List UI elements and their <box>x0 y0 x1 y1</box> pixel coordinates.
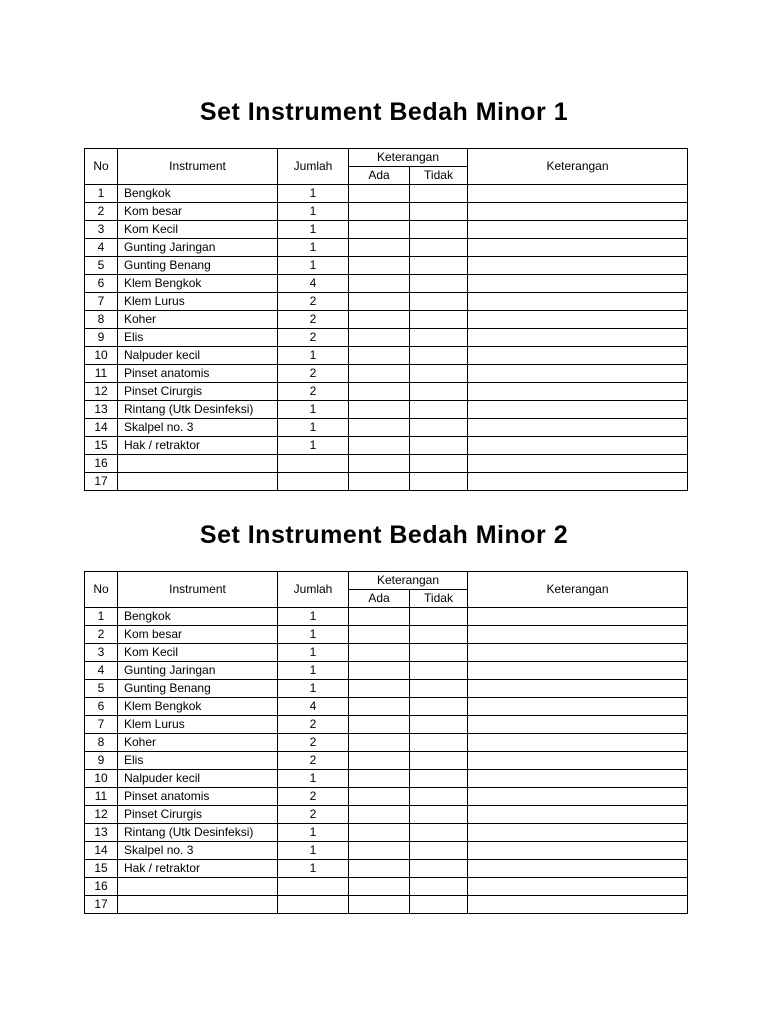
row-jumlah: 1 <box>278 437 349 455</box>
row-number: 16 <box>85 878 118 896</box>
row-jumlah: 2 <box>278 293 349 311</box>
row-keterangan <box>468 221 688 239</box>
header-keterangan-group: Keterangan <box>349 572 468 590</box>
row-keterangan <box>468 203 688 221</box>
row-number: 7 <box>85 293 118 311</box>
row-instrument: Klem Bengkok <box>118 275 278 293</box>
row-ada <box>349 896 410 914</box>
row-keterangan <box>468 473 688 491</box>
row-keterangan <box>468 734 688 752</box>
row-tidak <box>410 203 468 221</box>
row-jumlah: 1 <box>278 239 349 257</box>
row-tidak <box>410 770 468 788</box>
row-number: 3 <box>85 644 118 662</box>
row-tidak <box>410 842 468 860</box>
header-jumlah: Jumlah <box>278 149 349 185</box>
row-instrument: Rintang (Utk Desinfeksi) <box>118 824 278 842</box>
row-tidak <box>410 257 468 275</box>
table-row <box>85 329 688 347</box>
row-jumlah: 1 <box>278 257 349 275</box>
row-ada <box>349 680 410 698</box>
row-jumlah: 4 <box>278 275 349 293</box>
row-jumlah: 2 <box>278 752 349 770</box>
row-jumlah: 1 <box>278 680 349 698</box>
row-ada <box>349 203 410 221</box>
row-keterangan <box>468 806 688 824</box>
table-row <box>85 842 688 860</box>
row-tidak <box>410 788 468 806</box>
table-row <box>85 275 688 293</box>
table-row <box>85 257 688 275</box>
row-number: 4 <box>85 239 118 257</box>
row-keterangan <box>468 626 688 644</box>
row-number: 3 <box>85 221 118 239</box>
row-ada <box>349 185 410 203</box>
row-instrument: Gunting Benang <box>118 257 278 275</box>
header-keterangan: Keterangan <box>468 572 688 608</box>
row-instrument: Bengkok <box>118 608 278 626</box>
row-jumlah: 1 <box>278 347 349 365</box>
row-number: 2 <box>85 203 118 221</box>
row-tidak <box>410 752 468 770</box>
row-tidak <box>410 644 468 662</box>
row-instrument: Nalpuder kecil <box>118 347 278 365</box>
row-tidak <box>410 716 468 734</box>
row-tidak <box>410 347 468 365</box>
row-number: 12 <box>85 806 118 824</box>
row-ada <box>349 419 410 437</box>
row-ada <box>349 752 410 770</box>
row-jumlah: 1 <box>278 401 349 419</box>
table-row <box>85 293 688 311</box>
row-instrument: Hak / retraktor <box>118 860 278 878</box>
row-ada <box>349 734 410 752</box>
row-keterangan <box>468 365 688 383</box>
row-keterangan <box>468 860 688 878</box>
row-keterangan <box>468 770 688 788</box>
header-tidak: Tidak <box>410 590 468 608</box>
row-ada <box>349 806 410 824</box>
row-ada <box>349 257 410 275</box>
row-keterangan <box>468 716 688 734</box>
header-ada: Ada <box>349 167 410 185</box>
row-tidak <box>410 329 468 347</box>
row-instrument: Hak / retraktor <box>118 437 278 455</box>
row-ada <box>349 824 410 842</box>
row-number: 14 <box>85 842 118 860</box>
table-row <box>85 698 688 716</box>
row-number: 17 <box>85 473 118 491</box>
row-jumlah: 1 <box>278 203 349 221</box>
row-instrument: Gunting Jaringan <box>118 662 278 680</box>
header-instrument: Instrument <box>118 149 278 185</box>
table-row <box>85 383 688 401</box>
row-ada <box>349 716 410 734</box>
header-ada: Ada <box>349 590 410 608</box>
table-row <box>85 788 688 806</box>
row-keterangan <box>468 401 688 419</box>
row-ada <box>349 401 410 419</box>
row-number: 9 <box>85 329 118 347</box>
row-instrument: Rintang (Utk Desinfeksi) <box>118 401 278 419</box>
row-instrument: Skalpel no. 3 <box>118 419 278 437</box>
row-ada <box>349 293 410 311</box>
table-row <box>85 716 688 734</box>
row-keterangan <box>468 644 688 662</box>
row-keterangan <box>468 437 688 455</box>
table-row <box>85 860 688 878</box>
row-ada <box>349 347 410 365</box>
table-row <box>85 185 688 203</box>
row-jumlah: 4 <box>278 698 349 716</box>
row-jumlah <box>278 896 349 914</box>
table-row <box>85 806 688 824</box>
table-row <box>85 437 688 455</box>
row-keterangan <box>468 419 688 437</box>
row-instrument: Pinset Cirurgis <box>118 383 278 401</box>
row-ada <box>349 842 410 860</box>
table-row <box>85 221 688 239</box>
row-keterangan <box>468 662 688 680</box>
instrument-table <box>84 571 688 914</box>
row-number: 12 <box>85 383 118 401</box>
row-ada <box>349 221 410 239</box>
row-tidak <box>410 365 468 383</box>
table-row <box>85 662 688 680</box>
row-number: 2 <box>85 626 118 644</box>
row-ada <box>349 275 410 293</box>
row-number: 9 <box>85 752 118 770</box>
table-row <box>85 644 688 662</box>
table-row <box>85 311 688 329</box>
row-jumlah: 1 <box>278 185 349 203</box>
row-instrument <box>118 473 278 491</box>
row-keterangan <box>468 842 688 860</box>
row-jumlah: 1 <box>278 824 349 842</box>
row-ada <box>349 662 410 680</box>
row-tidak <box>410 806 468 824</box>
table-row <box>85 239 688 257</box>
row-keterangan <box>468 896 688 914</box>
row-number: 1 <box>85 608 118 626</box>
row-keterangan <box>468 275 688 293</box>
row-instrument <box>118 455 278 473</box>
row-ada <box>349 473 410 491</box>
row-instrument: Skalpel no. 3 <box>118 842 278 860</box>
row-ada <box>349 860 410 878</box>
row-keterangan <box>468 608 688 626</box>
row-tidak <box>410 185 468 203</box>
row-ada <box>349 788 410 806</box>
row-instrument: Gunting Jaringan <box>118 239 278 257</box>
row-tidak <box>410 626 468 644</box>
row-keterangan <box>468 239 688 257</box>
row-number: 16 <box>85 455 118 473</box>
row-instrument: Elis <box>118 752 278 770</box>
header-keterangan-group: Keterangan <box>349 149 468 167</box>
row-number: 10 <box>85 770 118 788</box>
row-jumlah: 2 <box>278 365 349 383</box>
row-tidak <box>410 896 468 914</box>
row-ada <box>349 383 410 401</box>
row-keterangan <box>468 455 688 473</box>
row-instrument: Klem Lurus <box>118 716 278 734</box>
row-instrument: Klem Bengkok <box>118 698 278 716</box>
table-row <box>85 347 688 365</box>
row-ada <box>349 608 410 626</box>
row-ada <box>349 626 410 644</box>
instrument-table <box>84 148 688 491</box>
row-instrument: Pinset anatomis <box>118 365 278 383</box>
row-jumlah: 2 <box>278 806 349 824</box>
row-tidak <box>410 221 468 239</box>
row-tidak <box>410 419 468 437</box>
row-keterangan <box>468 329 688 347</box>
header-instrument: Instrument <box>118 572 278 608</box>
row-number: 6 <box>85 698 118 716</box>
row-number: 7 <box>85 716 118 734</box>
row-ada <box>349 644 410 662</box>
section-title: Set Instrument Bedah Minor 1 <box>199 98 569 126</box>
row-number: 13 <box>85 401 118 419</box>
section-title: Set Instrument Bedah Minor 2 <box>199 521 569 549</box>
header-jumlah: Jumlah <box>278 572 349 608</box>
row-number: 6 <box>85 275 118 293</box>
row-ada <box>349 365 410 383</box>
row-jumlah: 1 <box>278 608 349 626</box>
row-tidak <box>410 698 468 716</box>
row-tidak <box>410 239 468 257</box>
row-number: 8 <box>85 311 118 329</box>
table-row <box>85 824 688 842</box>
row-jumlah: 2 <box>278 311 349 329</box>
row-tidak <box>410 275 468 293</box>
row-ada <box>349 311 410 329</box>
row-number: 4 <box>85 662 118 680</box>
row-tidak <box>410 311 468 329</box>
row-tidak <box>410 878 468 896</box>
row-keterangan <box>468 347 688 365</box>
row-jumlah: 2 <box>278 383 349 401</box>
row-tidak <box>410 401 468 419</box>
row-number: 14 <box>85 419 118 437</box>
row-number: 11 <box>85 788 118 806</box>
row-number: 5 <box>85 257 118 275</box>
row-jumlah: 1 <box>278 770 349 788</box>
row-number: 17 <box>85 896 118 914</box>
row-ada <box>349 878 410 896</box>
header-tidak: Tidak <box>410 167 468 185</box>
row-jumlah: 1 <box>278 842 349 860</box>
row-tidak <box>410 437 468 455</box>
row-tidak <box>410 383 468 401</box>
table-row <box>85 401 688 419</box>
row-tidak <box>410 473 468 491</box>
row-tidak <box>410 824 468 842</box>
row-keterangan <box>468 824 688 842</box>
row-keterangan <box>468 311 688 329</box>
row-jumlah: 1 <box>278 626 349 644</box>
row-instrument: Koher <box>118 311 278 329</box>
row-tidak <box>410 608 468 626</box>
row-keterangan <box>468 680 688 698</box>
table-row <box>85 896 688 914</box>
header-no: No <box>85 572 118 608</box>
table-row <box>85 365 688 383</box>
row-tidak <box>410 734 468 752</box>
table-row <box>85 752 688 770</box>
row-jumlah: 1 <box>278 221 349 239</box>
row-jumlah: 2 <box>278 329 349 347</box>
table-row <box>85 419 688 437</box>
row-instrument: Pinset anatomis <box>118 788 278 806</box>
row-instrument: Klem Lurus <box>118 293 278 311</box>
table-row <box>85 203 688 221</box>
row-ada <box>349 239 410 257</box>
header-keterangan: Keterangan <box>468 149 688 185</box>
row-instrument: Koher <box>118 734 278 752</box>
table-row <box>85 770 688 788</box>
row-jumlah: 1 <box>278 662 349 680</box>
row-keterangan <box>468 698 688 716</box>
row-instrument: Bengkok <box>118 185 278 203</box>
row-ada <box>349 770 410 788</box>
row-keterangan <box>468 752 688 770</box>
row-instrument: Kom Kecil <box>118 221 278 239</box>
row-instrument: Elis <box>118 329 278 347</box>
row-jumlah: 2 <box>278 716 349 734</box>
row-instrument: Kom besar <box>118 626 278 644</box>
table-row <box>85 626 688 644</box>
header-no: No <box>85 149 118 185</box>
row-jumlah: 1 <box>278 419 349 437</box>
row-tidak <box>410 455 468 473</box>
row-number: 13 <box>85 824 118 842</box>
row-number: 5 <box>85 680 118 698</box>
row-number: 15 <box>85 860 118 878</box>
row-instrument: Kom besar <box>118 203 278 221</box>
row-jumlah <box>278 878 349 896</box>
row-keterangan <box>468 878 688 896</box>
row-number: 15 <box>85 437 118 455</box>
table-row <box>85 878 688 896</box>
table-body <box>85 185 688 491</box>
row-keterangan <box>468 788 688 806</box>
table-row <box>85 734 688 752</box>
table-row <box>85 455 688 473</box>
row-jumlah: 2 <box>278 788 349 806</box>
row-ada <box>349 437 410 455</box>
table-body <box>85 608 688 914</box>
row-instrument: Kom Kecil <box>118 644 278 662</box>
row-tidak <box>410 680 468 698</box>
row-ada <box>349 455 410 473</box>
row-jumlah: 1 <box>278 644 349 662</box>
row-jumlah: 1 <box>278 860 349 878</box>
row-number: 8 <box>85 734 118 752</box>
row-keterangan <box>468 293 688 311</box>
row-number: 1 <box>85 185 118 203</box>
table-row <box>85 608 688 626</box>
row-jumlah <box>278 455 349 473</box>
row-instrument: Nalpuder kecil <box>118 770 278 788</box>
row-number: 11 <box>85 365 118 383</box>
row-instrument: Gunting Benang <box>118 680 278 698</box>
row-tidak <box>410 293 468 311</box>
row-keterangan <box>468 185 688 203</box>
row-ada <box>349 698 410 716</box>
row-instrument: Pinset Cirurgis <box>118 806 278 824</box>
table-row <box>85 680 688 698</box>
row-keterangan <box>468 383 688 401</box>
row-jumlah <box>278 473 349 491</box>
row-ada <box>349 329 410 347</box>
row-keterangan <box>468 257 688 275</box>
row-tidak <box>410 860 468 878</box>
table-row <box>85 473 688 491</box>
row-tidak <box>410 662 468 680</box>
row-jumlah: 2 <box>278 734 349 752</box>
row-instrument <box>118 896 278 914</box>
row-instrument <box>118 878 278 896</box>
row-number: 10 <box>85 347 118 365</box>
